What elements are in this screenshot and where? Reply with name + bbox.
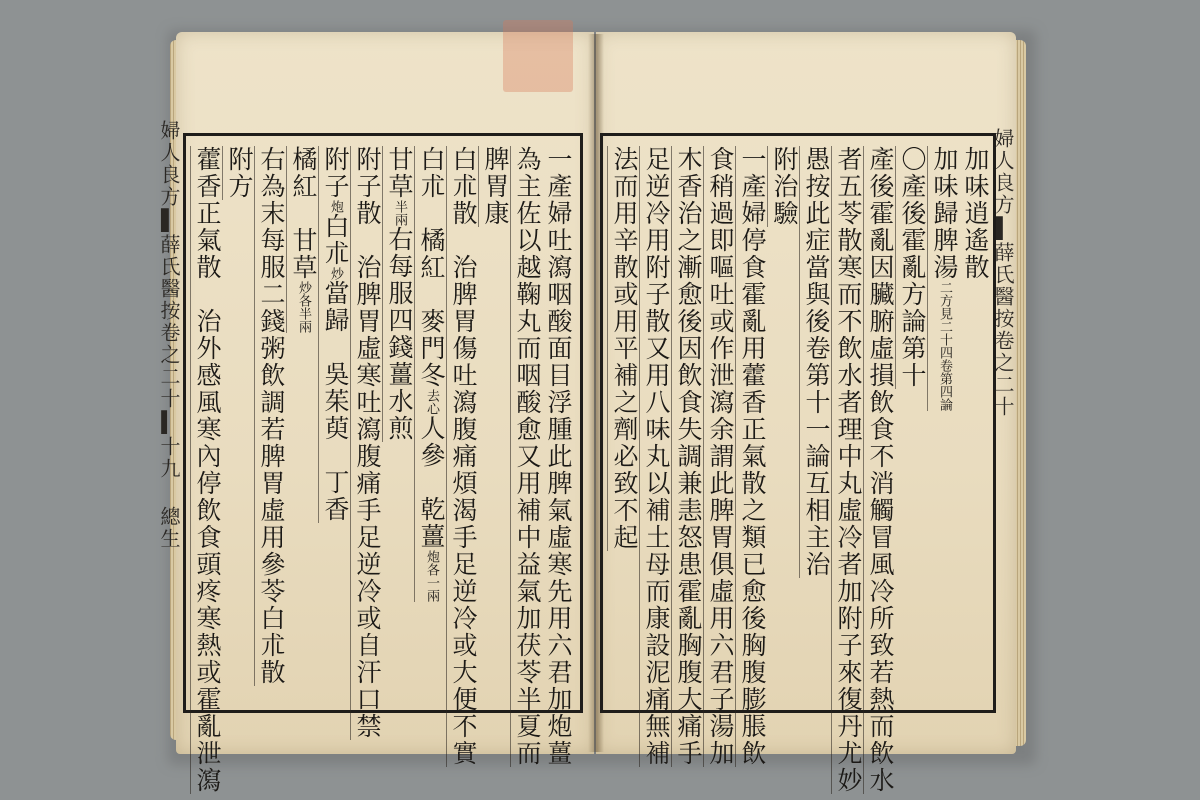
- text-column: 加味逍遙散: [961, 146, 990, 281]
- text-column: [382, 146, 415, 442]
- column-main: 白朮 橘紅 麥門冬: [417, 146, 446, 389]
- column-note: 炒: [328, 267, 343, 280]
- text-column: 藿香正氣散 治外感風寒內停飲食頭疼寒熱或霍亂泄瀉: [190, 146, 223, 794]
- column-note: 炒各半兩: [296, 281, 311, 333]
- column-note: 炮各一兩: [424, 550, 439, 602]
- right-text-frame: [600, 133, 996, 794]
- text-column: 者五苓散寒而不飲水者理中丸虛冷者加附子來復丹尤妙: [831, 146, 864, 794]
- text-column: 附方: [222, 146, 255, 200]
- column-main: 橘紅 甘草: [289, 146, 318, 281]
- column-main: 當歸 吳茱萸 丁香: [321, 280, 350, 523]
- text-column: 為主佐以越鞠丸而咽酸愈又用補中益氣加茯苓半夏而: [510, 146, 543, 767]
- text-column: 愚按此症當與後卷第十一論互相主治: [799, 146, 832, 578]
- text-column: 附治驗: [767, 146, 800, 227]
- left-spine-label: 婦人良方▌薛氏醫按卷之二十▍十九 總生: [157, 120, 181, 550]
- text-column: 右為末每服二錢粥飲調若脾胃虛用參苓白朮散: [254, 146, 287, 686]
- column-main: 白朮: [321, 213, 350, 267]
- text-column: 〇產後霍亂方論第十: [895, 146, 928, 389]
- collector-seal: [503, 20, 573, 92]
- text-column: 足逆冷用附子散又用八味丸以補土母而康設泥痛無補: [639, 146, 672, 767]
- column-main: 右每服四錢薑水煎: [385, 226, 414, 442]
- text-column: 木香治之漸愈後因飲食失調兼恚怒患霍亂胸腹大痛手: [671, 146, 704, 767]
- text-column: [286, 146, 319, 333]
- text-column: [927, 146, 960, 411]
- text-column: [318, 146, 351, 523]
- text-column: 附子散 治脾胃虛寒吐瀉腹痛手足逆冷或自汗口禁: [350, 146, 383, 740]
- column-note: 二方見二十四卷第四論: [937, 281, 952, 411]
- column-main: 附子: [321, 146, 350, 200]
- text-column: 一產婦吐瀉咽酸面目浮腫此脾氣虛寒先用六君加炮薑: [544, 146, 573, 767]
- column-main: 甘草: [385, 146, 414, 200]
- column-note: 炮: [328, 200, 343, 213]
- left-text-frame: [183, 133, 583, 794]
- right-spine-label: 婦人良方▌薛氏醫按卷之二十: [991, 128, 1015, 418]
- text-column: [414, 146, 447, 602]
- column-note: 去心: [424, 389, 439, 415]
- column-main: 加味歸脾湯: [930, 146, 959, 281]
- text-column: 脾胃康: [478, 146, 511, 227]
- column-note: 半兩: [392, 200, 407, 226]
- text-column: 一產婦停食霍亂用藿香正氣散之類已愈後胸腹膨脹飲: [735, 146, 768, 767]
- text-column: 產後霍亂因臟腑虛損飲食不消觸冒風冷所致若熱而飲水: [863, 146, 896, 794]
- text-column: 食稍過即嘔吐或作泄瀉余謂此脾胃俱虛用六君子湯加: [703, 146, 736, 767]
- text-column: 法而用辛散或用平補之劑必致不起: [607, 146, 640, 551]
- text-column: 白朮散 治脾胃傷吐瀉腹痛煩渴手足逆冷或大便不實: [446, 146, 479, 767]
- column-main: 人參 乾薑: [417, 415, 446, 550]
